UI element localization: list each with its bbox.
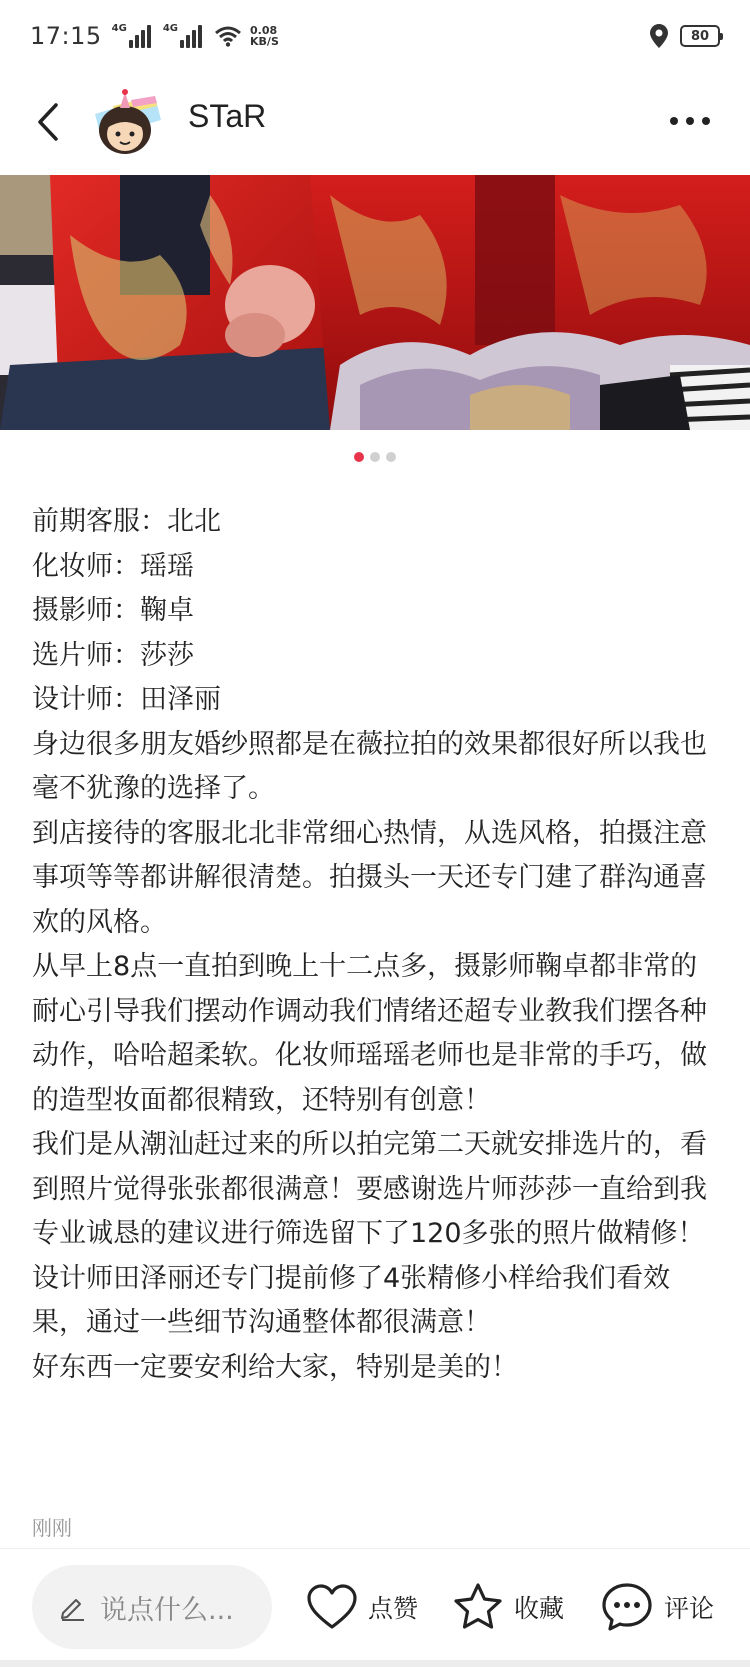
post-timestamp: 刚刚: [32, 1516, 72, 1540]
post-photo[interactable]: [0, 175, 750, 430]
wifi-icon: [214, 25, 242, 47]
post-line: 我们是从潮汕赶过来的所以拍完第二天就安排选片的，看到照片觉得张张都很满意！要感谢选片师莎莎一直给到我专业诚恳的建议进行筛选留下了120多张的照片做精修！: [32, 1129, 707, 1249]
comment-bubble-icon: [600, 1581, 654, 1633]
battery-level: 80: [690, 28, 710, 44]
post-header: [0, 72, 750, 172]
carousel-indicator: [0, 452, 750, 462]
more-dots-icon: [670, 117, 678, 125]
like-button[interactable]: [306, 1577, 418, 1637]
post-line: 化妆师：瑶瑶: [32, 550, 194, 582]
comment-placeholder: 说点什么...: [100, 1594, 234, 1626]
post-line: 前期客服：北北: [32, 506, 221, 537]
pencil-icon: [58, 1593, 86, 1621]
post-line: 到店接待的客服北北非常细心热情，从选风格，拍摄注意事项等等都讲解很清楚。拍摄头一天还专门建了群沟通喜欢的风格。: [32, 817, 707, 938]
carousel-dot-3[interactable]: [386, 452, 396, 462]
bottom-edge: [0, 1660, 750, 1667]
avatar[interactable]: [85, 84, 165, 160]
back-button[interactable]: [28, 96, 68, 148]
post-line: 从早上8点一直拍到晚上十二点多，摄影师鞠卓都非常的耐心引导我们摆动作调动我们情绪还超专业教我们摆各种动作，哈哈超柔软。化妆师瑶瑶老师也是非常的手巧，做的造型妆面都很精致，还特别有创意！: [32, 951, 707, 1116]
post-line: 摄影师：鞠卓: [32, 595, 194, 626]
carousel-dot-2[interactable]: [370, 452, 380, 462]
post-line: 设计师田泽丽还专门提前修了4张精修小样给我们看效果，通过一些细节沟通整体都很满意！: [32, 1262, 671, 1338]
network-speed-value: 0.08: [250, 24, 278, 37]
like-label: 点赞: [368, 1594, 419, 1623]
author-name[interactable]: STaR: [188, 98, 267, 134]
favorite-button[interactable]: [452, 1577, 564, 1637]
back-arrow-icon: [36, 102, 60, 142]
battery-indicator: [680, 25, 720, 47]
post-line: 设计师：田泽丽: [32, 684, 221, 715]
status-time: 17:15: [30, 22, 102, 50]
bottom-action-bar: [0, 1548, 750, 1667]
network-speed-unit: KB/S: [250, 35, 279, 48]
post-line: 选片师：莎莎: [32, 639, 194, 671]
more-options-button[interactable]: [670, 108, 710, 134]
post-line: 身边很多朋友婚纱照都是在薇拉拍的效果都很好所以我也毫不犹豫的选择了。: [32, 728, 707, 804]
heart-icon: [306, 1583, 358, 1631]
network-type-label-2: 4G: [162, 23, 179, 34]
carousel-dot-1[interactable]: [354, 452, 364, 462]
signal-icon-2: [163, 24, 204, 48]
comment-label: 评论: [664, 1594, 715, 1623]
comment-input[interactable]: [32, 1565, 272, 1649]
wedding-photo-image: [0, 175, 750, 430]
comment-button[interactable]: [600, 1577, 714, 1637]
favorite-label: 收藏: [514, 1594, 565, 1623]
post-line: 好东西一定要安利给大家，特别是美的！: [32, 1351, 518, 1383]
post-body: [32, 500, 722, 1390]
location-icon: [650, 24, 668, 48]
network-type-label: 4G: [111, 23, 127, 34]
signal-icon: [112, 24, 153, 48]
star-icon: [452, 1582, 504, 1632]
status-bar: [0, 0, 750, 72]
network-speed: [250, 25, 279, 47]
